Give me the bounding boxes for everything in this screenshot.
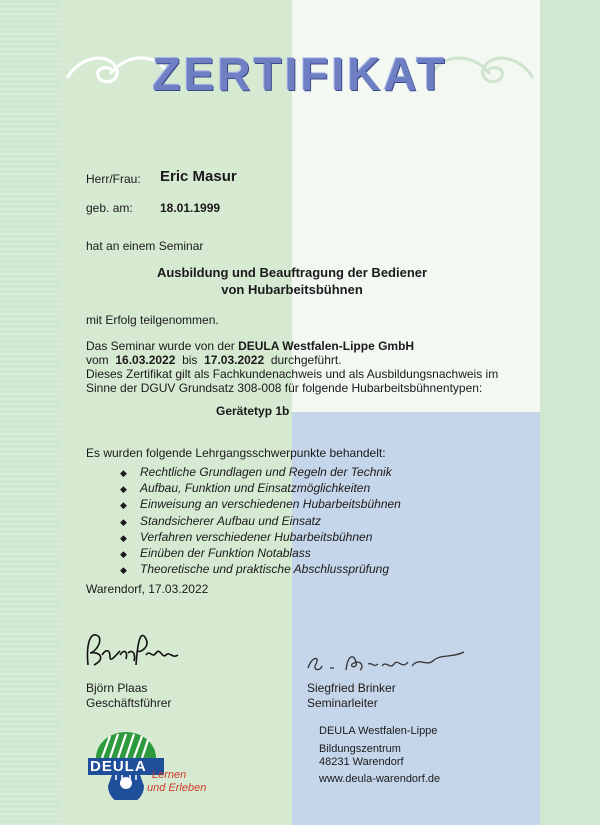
birth-label: geb. am: <box>86 201 133 215</box>
birth-date: 18.01.1999 <box>160 201 221 215</box>
validity-line1: Dieses Zertifikat gilt als Fachkundenachweis und als Ausbildungsnachweis im <box>86 367 499 381</box>
seminar-title-line2: von Hubarbeitsbühnen <box>221 282 363 297</box>
provider-line <box>86 339 414 354</box>
diamond-bullet-icon: ◆ <box>120 516 127 527</box>
date-to: 17.03.2022 <box>204 353 265 367</box>
topic-text: Standsicherer Aufbau und Einsatz <box>140 513 322 528</box>
salutation-label: Herr/Frau: <box>86 172 141 186</box>
topic-text: Einweisung an verschiedenen Hubarbeitsbühnen <box>140 497 401 512</box>
date-suffix: durchgeführt. <box>270 353 342 367</box>
topic-text: Einüben der Funktion Notablass <box>140 546 311 561</box>
topics-intro: Es wurden folgende Lehrgangsschwerpunkte behandelt: <box>86 446 386 460</box>
place-date: Warendorf, 17.03.2022 <box>86 582 209 596</box>
topics-list <box>120 465 401 578</box>
topic-text: Theoretische und praktische Abschlussprüfung <box>140 562 390 577</box>
diamond-bullet-icon: ◆ <box>120 532 127 543</box>
logo-slogan-line2: und Erleben <box>147 782 207 794</box>
seminar-title-line1: Ausbildung und Beauftragung der Bediener <box>156 265 428 280</box>
list-item <box>120 530 401 546</box>
date-from: 16.03.2022 <box>115 353 176 367</box>
topic-text: Aufbau, Funktion und Einsatzmöglichkeiten <box>140 481 371 496</box>
seminar-intro: hat an einem Seminar <box>86 239 204 253</box>
organization-website: www.deula-warendorf.de <box>319 773 441 785</box>
left-signer-role: Geschäftsführer <box>86 696 172 710</box>
list-item <box>120 514 401 530</box>
organization-name: DEULA Westfalen-Lippe <box>319 725 438 737</box>
list-item <box>120 497 401 513</box>
diamond-bullet-icon: ◆ <box>120 500 127 511</box>
logo-slogan-line1: Lernen <box>152 769 187 781</box>
diamond-bullet-icon: ◆ <box>120 549 127 560</box>
right-signature <box>302 648 472 678</box>
organization-address: 48231 Warendorf <box>319 756 404 768</box>
organization-center: Bildungszentrum <box>319 743 401 755</box>
certificate-title: ZERTIFIKAT <box>152 48 448 100</box>
validity-line2: Sinne der DGUV Grundsatz 308-008 für folgende Hubarbeitsbühnentypen: <box>86 381 483 395</box>
date-from-prefix: vom <box>86 353 109 367</box>
diamond-bullet-icon: ◆ <box>120 484 127 495</box>
list-item <box>120 562 401 578</box>
right-signer-role: Seminarleiter <box>307 696 378 710</box>
device-type: Gerätetyp 1b <box>216 404 290 418</box>
left-signer-name: Björn Plaas <box>86 681 148 695</box>
diamond-bullet-icon: ◆ <box>120 468 127 478</box>
list-item <box>120 546 401 562</box>
right-signer-name: Siegfried Brinker <box>307 681 396 695</box>
background-stripes <box>0 0 60 825</box>
list-item <box>120 481 401 497</box>
background-right-band <box>540 0 600 825</box>
left-signature <box>80 625 190 675</box>
participant-name: Eric Masur <box>160 168 237 185</box>
date-range-line <box>86 353 342 368</box>
logo-text: DEULA <box>90 758 147 775</box>
provider-prefix: Das Seminar wurde von der <box>86 339 235 353</box>
success-text: mit Erfolg teilgenommen. <box>86 313 219 327</box>
list-item <box>120 465 401 481</box>
topic-text: Verfahren verschiedener Hubarbeitsbühnen <box>140 529 373 544</box>
provider-name: DEULA Westfalen-Lippe GmbH <box>238 339 415 353</box>
topic-text: Rechtliche Grundlagen und Regeln der Technik <box>140 465 392 479</box>
date-to-prefix: bis <box>182 353 198 367</box>
diamond-bullet-icon: ◆ <box>120 565 127 576</box>
